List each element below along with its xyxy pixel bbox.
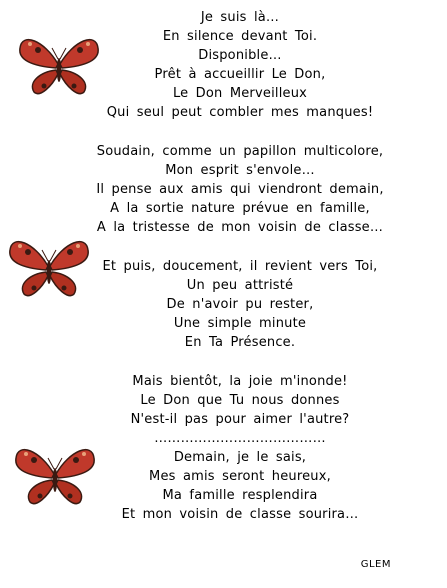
poem-line: En Ta Présence. — [184, 335, 296, 350]
butterfly-wings — [10, 242, 88, 296]
poem-line: Mais bientôt, la joie m'inonde! — [132, 374, 348, 389]
poem-line: Un peu attristé — [186, 278, 294, 293]
stanza-1 — [80, 8, 400, 122]
poem-line: Et mon voisin de classe sourira… — [121, 507, 359, 522]
poem-line: Demain, je le sais, — [173, 450, 307, 465]
poem-line: Mon esprit s'envole… — [165, 163, 315, 178]
poem-line: N'est-il pas pour aimer l'autre? — [130, 412, 350, 427]
poem-line: Disponible… — [198, 48, 282, 63]
poem-line: A la tristesse de mon voisin de classe… — [96, 220, 384, 235]
poem-line: Je suis là… — [200, 10, 280, 25]
poem-line: Une simple minute — [173, 316, 307, 331]
poem-line: Il pense aux amis qui viendront demain, — [96, 182, 384, 197]
signature: GLEM — [360, 559, 391, 570]
poem-separator: ………………………………… — [154, 431, 326, 446]
poem-line: A la sortie nature prévue en famille, — [110, 201, 370, 216]
poem-line: Soudain, comme un papillon multicolore, — [96, 144, 384, 159]
poem-line: En silence devant Toi. — [162, 29, 318, 44]
poem-line: Le Don Merveilleux — [172, 86, 308, 101]
poem-line: Qui seul peut combler mes manques! — [106, 105, 374, 120]
poem-line: Et puis, doucement, il revient vers Toi, — [102, 259, 378, 274]
poem-line: Le Don que Tu nous donnes — [140, 393, 340, 408]
poem-line: Prêt à accueillir Le Don, — [154, 67, 326, 82]
poem-line: De n'avoir pu rester, — [166, 297, 314, 312]
stanza-2 — [80, 142, 400, 237]
poem-line: Ma famille resplendira — [162, 488, 318, 503]
stanza-4 — [80, 372, 400, 524]
poem — [80, 8, 400, 544]
stanza-3 — [80, 257, 400, 352]
poem-line: Mes amis seront heureux, — [149, 469, 331, 484]
